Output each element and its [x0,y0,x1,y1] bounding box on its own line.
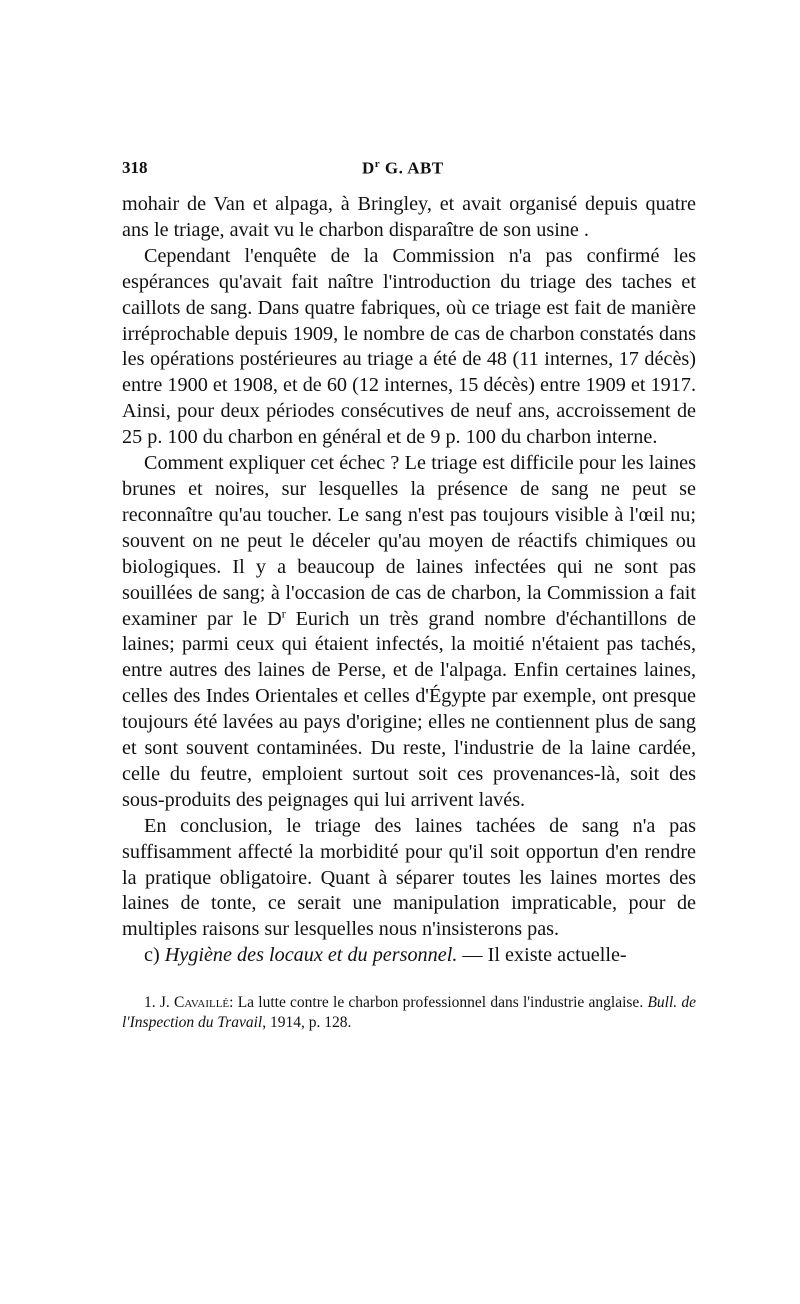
footnote-author: J. Cavaillé [159,994,230,1012]
paragraph-3-sup: r [281,605,286,620]
paragraph-2: Cependant l'enquête de la Commission n'a pas confirmé les espérances qu'avait fait naître l'introduction du triage des taches et caillots de sang. Dans quatre fabriques, où ce triage est fait de manière irréprochable depuis 1909, le nombre de cas de charbon constatés dans les opérations postérieures au triage a été de 48 (11 internes, 17 décès) entre 1900 et 1908, et de 60 (12 internes, 15 décès) entre 1909 et 1917. Ainsi, pour deux périodes consécutives de neuf ans, accroissement de 25 p. 100 du charbon en général et de 9 p. 100 du charbon interne. [122,244,696,449]
paragraph-5 [122,943,696,969]
section-title: Hygiène des locaux et du personnel. [164,944,458,967]
footnote [122,993,696,1033]
author-prefix-sup: r [374,158,381,170]
footnote-source: Bull. de l'Inspection du Travail [122,994,697,1032]
paragraph-5-rest: — Il existe actuelle- [457,944,627,967]
footnote-text-1: : La lutte contre le charbon professionnel dans l'industrie anglaise. [229,994,648,1012]
author-name: G. ABT [380,158,444,178]
page-number: 318 [122,158,148,177]
paragraph-4: En conclusion, le triage des laines tachées de sang n'a pas suffisamment affecté la morbidité pour qu'il soit opportun d'en rendre la pratique obligatoire. Quant à séparer toutes les laines mortes des laines de tonte, ce serait une manipulation impraticable, pour de multiples raisons sur lesquelles nous n'insisterons pas. [122,814,696,941]
paragraph-3-part-2: Eurich un très grand nombre d'échantillons de laines; parmi ceux qui étaient infectés, la moitié n'étaient pas tachés, entre autres des laines de Perse, et de l'alpaga. Enfin certaines laines, celles des Indes Orientales et celles d'Égypte par exemple, ont presque toujours été lavées au pays d'origine; elles ne contiennent plus de sang et sont souvent contaminées. Du reste, l'industrie de la laine cardée, celle du feutre, emploient surtout soit ces provenances-là, soit des sous-produits des peignages qui lui arrivent lavés. [122,607,696,811]
footnote-marker: 1. [144,994,160,1012]
author-prefix: D [362,158,375,178]
footnote-text-2: , 1914, p. 128. [262,1014,352,1032]
paragraph-3 [122,451,696,814]
running-head [362,158,444,179]
book-page [122,150,696,1033]
body-text [122,192,696,969]
section-letter: c) [144,944,165,967]
paragraph-3-part-1: Comment expliquer cet échec ? Le triage est difficile pour les laines brunes et noires, sur lesquelles la présence de sang ne peut se reconnaître qu'au toucher. Le sang n'est pas toujours visible à l'œil nu; souvent on ne peut le déceler qu'au moyen de réactifs chimiques ou biologiques. Il y a beaucoup de laines infectées qui ne sont pas souillées de sang; à l'occasion de cas de charbon, la Commission a fait examiner par le D [122,452,696,630]
page-header [122,150,696,188]
paragraph-1: mohair de Van et alpaga, à Bringley, et avait organisé depuis quatre ans le triage, avait vu le charbon disparaître de son usine . [122,193,696,241]
